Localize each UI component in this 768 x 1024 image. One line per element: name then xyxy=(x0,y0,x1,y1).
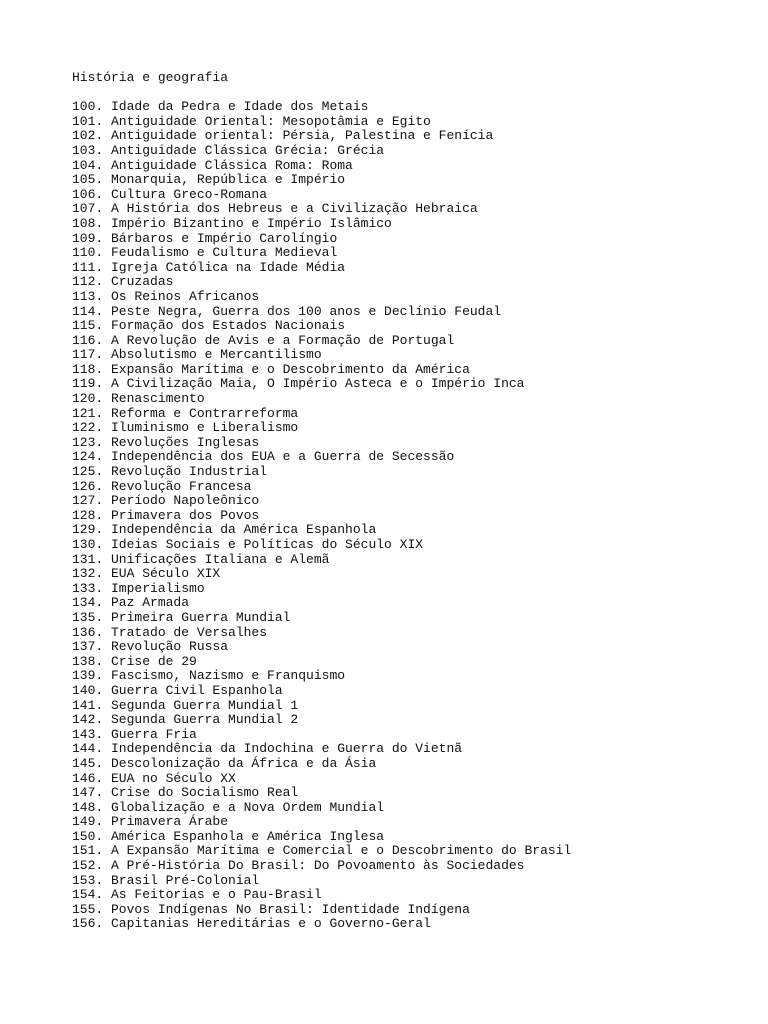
list-item: 151. A Expansão Marítima e Comercial e o Descobrimento do Brasil xyxy=(72,843,572,859)
list-item: 109. Bárbaros e Império Carolíngio xyxy=(72,230,338,246)
list-item: 149. Primavera Árabe xyxy=(72,814,229,830)
list-item: 107. A História dos Hebreus e a Civilização Hebraica xyxy=(72,201,478,217)
list-item: 137. Revolução Russa xyxy=(72,639,229,655)
list-item: 116. A Revolução de Avis e a Formação de Portugal xyxy=(72,332,455,348)
list-item: 155. Povos Indígenas No Brasil: Identidade Indígena xyxy=(72,901,470,917)
list-item: 154. As Feitorias e o Pau-Brasil xyxy=(72,887,322,903)
list-item: 128. Primavera dos Povos xyxy=(72,507,260,523)
list-item: 100. Idade da Pedra e Idade dos Metais xyxy=(72,99,369,115)
list-item: 141. Segunda Guerra Mundial 1 xyxy=(72,697,299,713)
document-page xyxy=(72,71,752,932)
list-item: 131. Unificações Italiana e Alemã xyxy=(72,551,330,567)
list-item: 105. Monarquia, República e Império xyxy=(72,172,346,188)
list-item: 110. Feudalismo e Cultura Medieval xyxy=(72,245,338,261)
list-item: 129. Independência da América Espanhola xyxy=(72,522,377,538)
list-item: 120. Renascimento xyxy=(72,391,205,407)
list-item: 114. Peste Negra, Guerra dos 100 anos e Declínio Feudal xyxy=(72,303,502,319)
list-item: 101. Antiguidade Oriental: Mesopotâmia e Egito xyxy=(72,113,431,129)
list-item: 139. Fascismo, Nazismo e Franquismo xyxy=(72,668,346,684)
list-item: 104. Antiguidade Clássica Roma: Roma xyxy=(72,157,353,173)
list-item: 144. Independência da Indochina e Guerra do Vietnã xyxy=(72,741,463,757)
list-item: 102. Antiguidade oriental: Pérsia, Palestina e Fenícia xyxy=(72,128,494,144)
list-item: 145. Descolonização da África e da Ásia xyxy=(72,755,377,771)
list-item: 119. A Civilização Maia, O Império Asteca e o Império Inca xyxy=(72,376,525,392)
document-title: História e geografia xyxy=(72,70,229,85)
list-item: 126. Revolução Francesa xyxy=(72,478,252,494)
list-item: 134. Paz Armada xyxy=(72,595,190,611)
list-item: 113. Os Reinos Africanos xyxy=(72,288,260,304)
list-item: 121. Reforma e Contrarreforma xyxy=(72,405,299,421)
list-item: 115. Formação dos Estados Nacionais xyxy=(72,318,346,334)
list-item: 146. EUA no Século XX xyxy=(72,770,236,786)
list-item: 125. Revolução Industrial xyxy=(72,464,268,480)
list-item: 135. Primeira Guerra Mundial xyxy=(72,609,291,625)
list-item: 142. Segunda Guerra Mundial 2 xyxy=(72,712,299,728)
list-item: 122. Iluminismo e Liberalismo xyxy=(72,420,299,436)
list-item: 147. Crise do Socialismo Real xyxy=(72,785,299,801)
list-item: 133. Imperialismo xyxy=(72,580,205,596)
list-item: 138. Crise de 29 xyxy=(72,653,197,669)
list-item: 136. Tratado de Versalhes xyxy=(72,624,268,640)
list-item: 132. EUA Século XIX xyxy=(72,566,221,582)
list-item: 153. Brasil Pré-Colonial xyxy=(72,872,260,888)
list-item: 156. Capitanias Hereditárias e o Governo-Geral xyxy=(72,916,431,932)
list-item: 108. Império Bizantino e Império Islâmico xyxy=(72,215,392,231)
list-item: 127. Período Napoleônico xyxy=(72,493,260,509)
topic-list xyxy=(72,100,752,932)
list-item: 143. Guerra Fria xyxy=(72,726,197,742)
list-item: 117. Absolutismo e Mercantilismo xyxy=(72,347,322,363)
list-item: 152. A Pré-História Do Brasil: Do Povoamento às Sociedades xyxy=(72,858,525,874)
list-item: 140. Guerra Civil Espanhola xyxy=(72,682,283,698)
list-item: 118. Expansão Marítima e o Descobrimento da América xyxy=(72,361,470,377)
list-item: 130. Ideias Sociais e Políticas do Século XIX xyxy=(72,537,424,552)
list-item: 106. Cultura Greco-Romana xyxy=(72,186,268,202)
list-item: 103. Antiguidade Clássica Grécia: Grécia xyxy=(72,142,385,158)
list-item: 112. Cruzadas xyxy=(72,274,174,290)
list-item: 150. América Espanhola e América Inglesa xyxy=(72,828,385,844)
list-item: 111. Igreja Católica na Idade Média xyxy=(72,259,346,275)
list-item: 148. Globalização e a Nova Ordem Mundial xyxy=(72,799,385,815)
list-item: 123. Revoluções Inglesas xyxy=(72,434,260,450)
list-item: 124. Independência dos EUA e a Guerra de Secessão xyxy=(72,449,455,465)
